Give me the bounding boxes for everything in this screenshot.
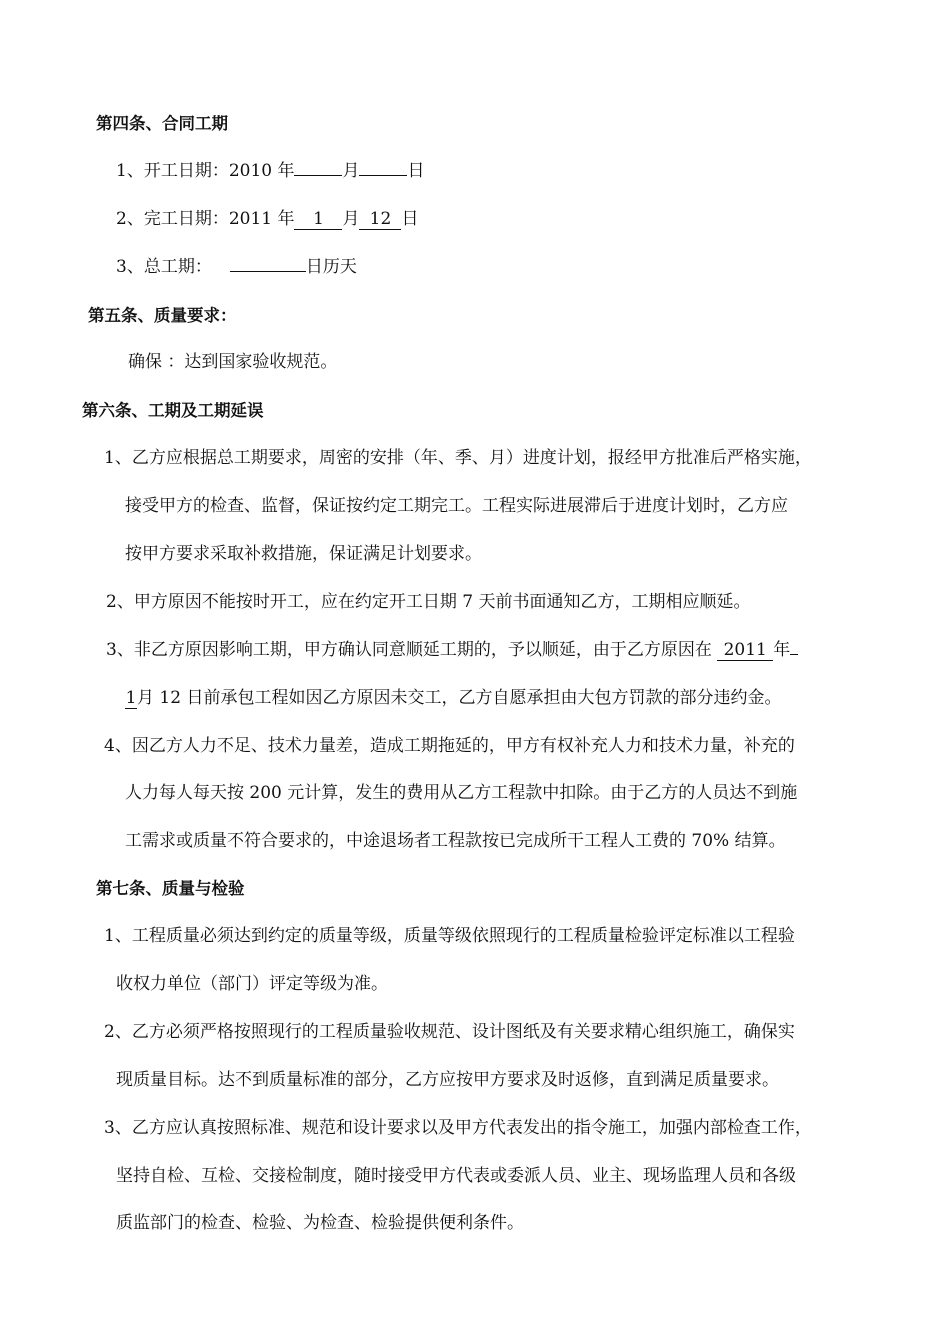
article-5-heading: 第五条、质量要求： bbox=[88, 306, 237, 325]
article-6-p3-line2 bbox=[125, 686, 781, 710]
article-7-heading: 第七条、质量与检验 bbox=[96, 879, 245, 898]
year-label: 年 bbox=[773, 640, 791, 660]
end-month-value: 1 bbox=[294, 209, 342, 230]
article-6-p3-text-cont: 月 12 日前承包工程如因乙方原因未交工，乙方自愿承担由大包方罚款的部分违约金。 bbox=[137, 688, 782, 708]
end-date-label: 2、完工日期：2011 年 bbox=[116, 209, 295, 229]
article-7-p3-line3: 质监部门的检查、检验、为检查、检验提供便利条件。 bbox=[116, 1213, 524, 1233]
start-date-line bbox=[116, 159, 424, 183]
underline-blank bbox=[790, 654, 798, 655]
total-duration-blank bbox=[230, 271, 306, 272]
total-duration-label: 3、总工期： bbox=[116, 257, 212, 277]
article-6-p1-line1: 1、乙方应根据总工期要求，周密的安排（年、季、月）进度计划，报经甲方批准后严格实施， bbox=[104, 448, 812, 468]
delay-month-value: 1 bbox=[125, 688, 137, 708]
month-label: 月 bbox=[342, 209, 360, 229]
start-month-blank bbox=[294, 175, 342, 176]
article-6-p1-line2: 接受甲方的检查、监督，保证按约定工期完工。工程实际进展滞后于进度计划时，乙方应 bbox=[125, 496, 788, 516]
end-day-value: 12 bbox=[359, 209, 401, 230]
article-7-p2-line2: 现质量目标。达不到质量标准的部分，乙方应按甲方要求及时返修，直到满足质量要求。 bbox=[116, 1070, 779, 1090]
article-6-p4-line3: 工需求或质量不符合要求的，中途退场者工程款按已完成所干工程人工费的 70% 结算。 bbox=[125, 831, 786, 851]
end-date-line bbox=[116, 207, 418, 231]
article-7-p3-line1: 3、乙方应认真按照标准、规范和设计要求以及甲方代表发出的指令施工，加强内部检查工作， bbox=[104, 1118, 812, 1138]
article-4-heading: 第四条、合同工期 bbox=[96, 114, 228, 133]
article-7-p1-line2: 收权力单位（部门）评定等级为准。 bbox=[116, 974, 388, 994]
total-duration-line bbox=[116, 255, 357, 279]
article-6-p1-line3: 按甲方要求采取补救措施，保证满足计划要求。 bbox=[125, 544, 482, 564]
quality-requirement-text: 确保 ：达到国家验收规范。 bbox=[128, 352, 338, 372]
start-date-label: 1、开工日期：2010 年 bbox=[116, 161, 295, 181]
start-day-blank bbox=[359, 175, 407, 176]
article-6-p3-text: 3、非乙方原因影响工期，甲方确认同意顺延工期的，予以顺延，由于乙方原因在 bbox=[106, 640, 718, 660]
article-6-p4-line1: 4、因乙方人力不足、技术力量差，造成工期拖延的，甲方有权补充人力和技术力量，补充的 bbox=[104, 736, 795, 756]
article-6-heading: 第六条、工期及工期延误 bbox=[82, 401, 264, 420]
delay-year-value: 2011 bbox=[717, 640, 773, 661]
article-7-p3-line2: 坚持自检、互检、交接检制度，随时接受甲方代表或委派人员、业主、现场监理人员和各级 bbox=[116, 1166, 796, 1186]
article-7-p1-line1: 1、工程质量必须达到约定的质量等级，质量等级依照现行的工程质量检验评定标准以工程验 bbox=[104, 926, 795, 946]
day-label: 日 bbox=[407, 161, 425, 181]
month-label: 月 bbox=[342, 161, 360, 181]
article-6-p4-line2: 人力每人每天按 200 元计算，发生的费用从乙方工程款中扣除。由于乙方的人员达不到施 bbox=[125, 783, 798, 803]
calendar-days-label: 日历天 bbox=[305, 257, 357, 277]
article-7-p2-line1: 2、乙方必须严格按照现行的工程质量验收规范、设计图纸及有关要求精心组织施工，确保实 bbox=[104, 1022, 795, 1042]
day-label: 日 bbox=[401, 209, 419, 229]
article-6-p2: 2、甲方原因不能按时开工，应在约定开工日期 7 天前书面通知乙方，工期相应顺延。 bbox=[106, 592, 751, 612]
article-6-p3-line1 bbox=[106, 638, 798, 662]
